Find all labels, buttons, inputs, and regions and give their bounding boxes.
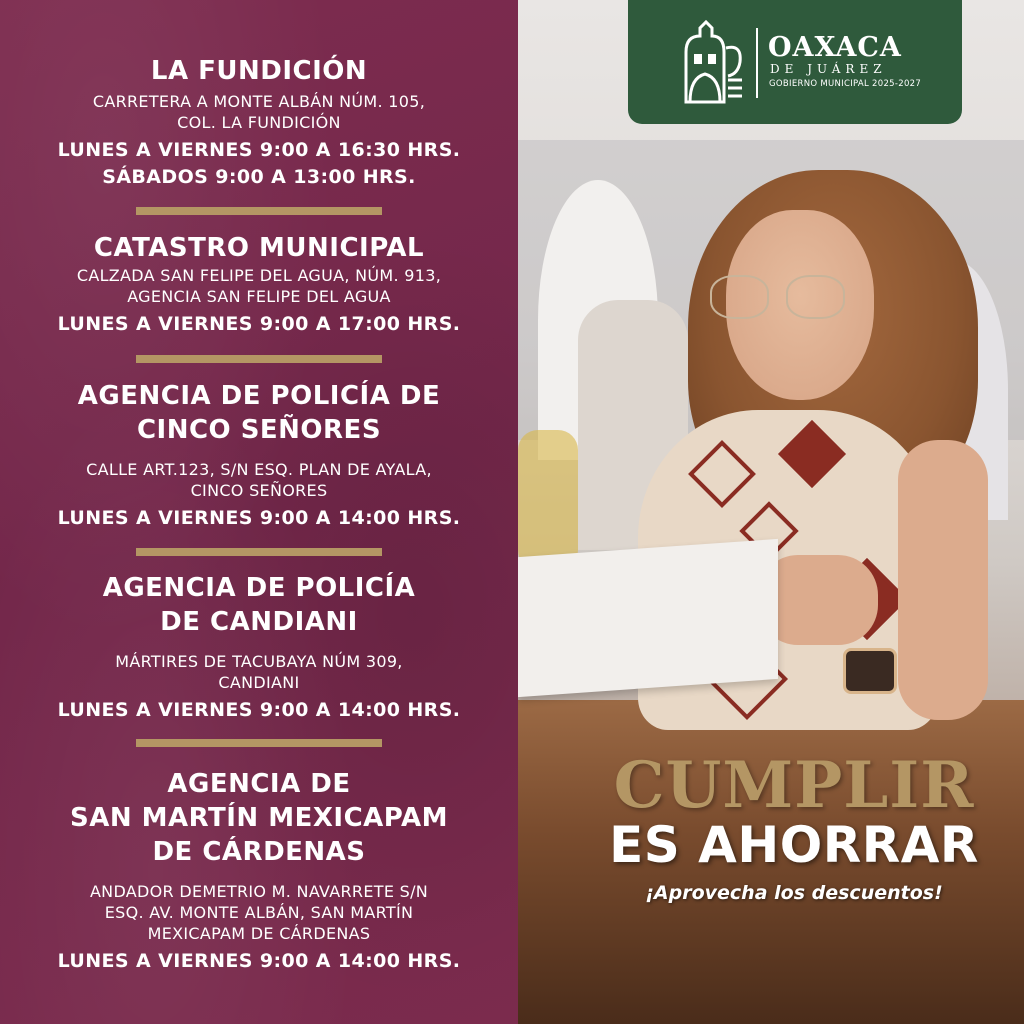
gold-divider: [136, 207, 382, 215]
location-hours: LUNES A VIERNES 9:00 A 14:00 HRS.: [57, 699, 461, 721]
location-hours: LUNES A VIERNES 9:00 A 17:00 HRS.: [57, 313, 461, 335]
location-address-line: CINCO SEÑORES: [190, 481, 328, 500]
location-address-line: ESQ. AV. MONTE ALBÁN, SAN MARTÍN: [104, 903, 414, 922]
logo-separator: [756, 28, 758, 98]
location-la-fundicion: [0, 54, 518, 191]
location-title: DE CANDIANI: [160, 607, 358, 637]
location-title: LA FUNDICIÓN: [150, 56, 368, 86]
location-address-line: MÁRTIRES DE TACUBAYA NÚM 309,: [115, 652, 403, 671]
watch-icon: [843, 648, 897, 694]
woman-arm: [898, 440, 988, 720]
glasses-icon: [786, 275, 845, 319]
dress-pattern: [778, 420, 846, 488]
background-person: [518, 430, 578, 570]
gold-divider: [136, 548, 382, 556]
location-candiani: [0, 571, 518, 724]
location-address-line: CALLE ART.123, S/N ESQ. PLAN DE AYALA,: [86, 460, 432, 479]
location-title: AGENCIA DE: [167, 769, 351, 799]
location-title: CATASTRO MUNICIPAL: [93, 233, 425, 263]
location-hours: LUNES A VIERNES 9:00 A 16:30 HRS.: [57, 139, 461, 161]
location-hours: LUNES A VIERNES 9:00 A 14:00 HRS.: [57, 507, 461, 529]
slogan-line1: CUMPLIR: [613, 748, 975, 823]
location-catastro-municipal: [0, 231, 518, 338]
gold-divider: [136, 739, 382, 747]
location-address-line: CALZADA SAN FELIPE DEL AGUA, NÚM. 913,: [76, 266, 442, 285]
location-address-line: AGENCIA SAN FELIPE DEL AGUA: [127, 287, 391, 306]
location-title: DE CÁRDENAS: [152, 837, 366, 867]
location-address-line: ANDADOR DEMETRIO M. NAVARRETE S/N: [89, 882, 429, 901]
location-hours: LUNES A VIERNES 9:00 A 14:00 HRS.: [57, 950, 461, 972]
location-address-line: CARRETERA A MONTE ALBÁN NÚM. 105,: [92, 92, 426, 111]
oaxaca-logo: [628, 0, 962, 124]
location-title: SAN MARTÍN MEXICAPAM: [70, 803, 448, 833]
location-cinco-senores: [0, 379, 518, 532]
location-title: AGENCIA DE POLICÍA: [102, 573, 416, 603]
logo-government: GOBIERNO MUNICIPAL 2025-2027: [769, 79, 922, 89]
photo-panel: [518, 0, 1024, 1024]
location-hours: SÁBADOS 9:00 A 13:00 HRS.: [102, 166, 416, 188]
location-address-line: CANDIANI: [218, 673, 300, 692]
logo-subtitle: DE JUÁREZ: [770, 62, 887, 76]
slogan-tagline: ¡Aprovecha los descuentos!: [645, 882, 943, 904]
location-title: AGENCIA DE POLICÍA DE: [77, 381, 441, 411]
document-paper: [518, 539, 778, 697]
location-san-martin-mexicapam: [0, 767, 518, 975]
oaxaca-church-emblem-icon: [680, 18, 746, 104]
slogan-line2: ES AHORRAR: [609, 816, 979, 874]
gold-divider: [136, 355, 382, 363]
location-title: CINCO SEÑORES: [136, 415, 382, 445]
location-address-line: COL. LA FUNDICIÓN: [177, 113, 341, 132]
logo-name: OAXACA: [768, 32, 902, 63]
dress-pattern: [688, 440, 756, 508]
location-address-line: MEXICAPAM DE CÁRDENAS: [147, 924, 371, 943]
glasses-icon: [710, 275, 769, 319]
